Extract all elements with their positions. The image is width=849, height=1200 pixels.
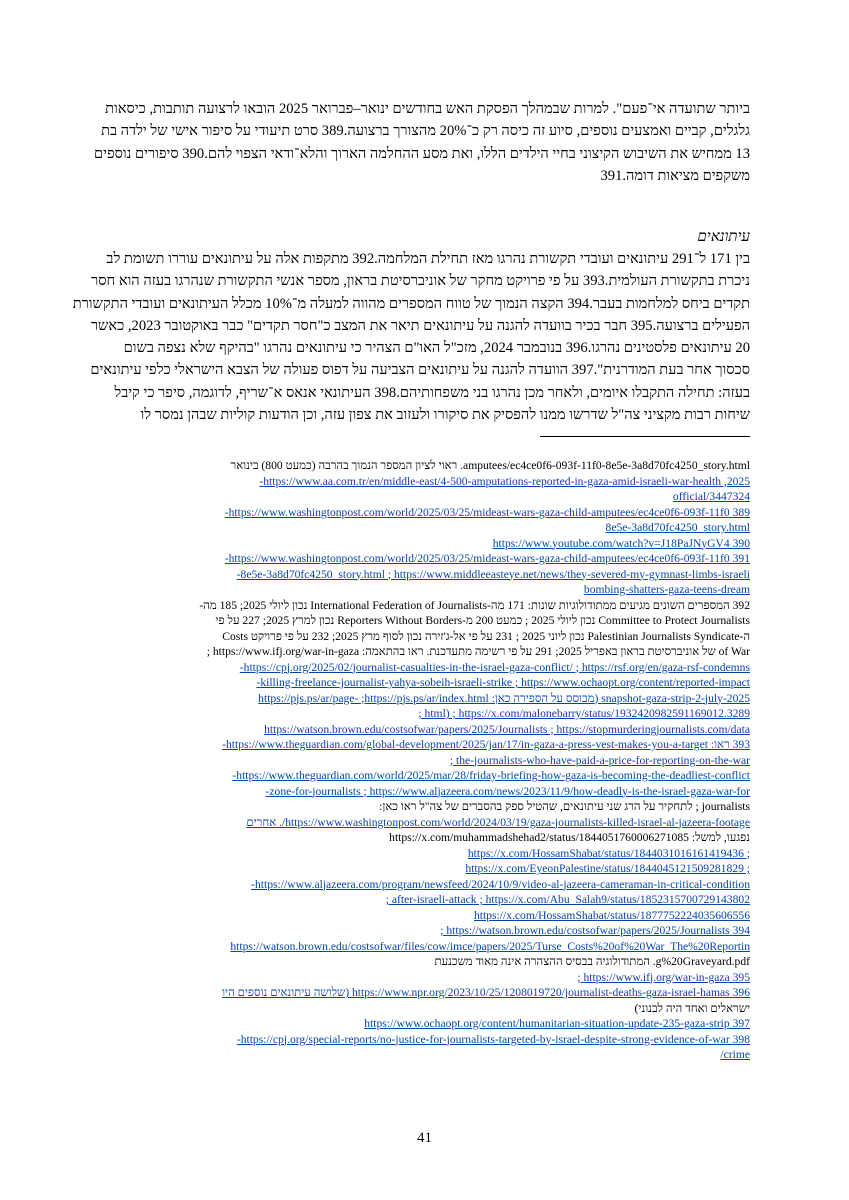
footnote-line: g%20Graveyard.pdf. המתודולוגיה בבסיס ההצהרה אינה מאוד משכנעת	[434, 955, 750, 968]
footnote-link[interactable]: 395 https://www.ifj.org/war-in-gaza ;	[577, 970, 750, 984]
footnote-line: נפגעו, למשל: https://x.com/muhammadshehad2/status/1844051760006271085	[389, 831, 750, 844]
section-heading: עיתונאים	[697, 229, 750, 245]
intro-paragraph	[94, 98, 750, 187]
body-line: 20 עיתונאים פלסטינים נהרגו.396 בנובמבר 2024, מזכ"ל האו"ם הצהיר כי עיתונאים נהרגו "בהיקף שלא נצפה בשום	[123, 340, 750, 357]
body-line: שיחות רבות מקציני צה"ל שדרשו ממנו להפסיק את סיקורו ולעזוב את צפון עזה, וכן הודעות קוליות שבהן נמסר לו	[140, 407, 750, 424]
body-line: ניכרת בתקשורת העולמית.393 על פי פרויקט מחקר של אוניברסיטת בראון, מספר אנשי התקשורת שנהרגו בעזה הוא חסר	[91, 273, 750, 290]
footnote-link[interactable]: https://cpj.org/2025/02/journalist-casualties-in-the-israel-gaza-conflict/ ; https://rsf.org/en/gaza-rsf-condemns-	[239, 660, 750, 674]
journalists-section	[72, 226, 750, 426]
footnote-link[interactable]: 397 https://www.ochaopt.org/content/humanitarian-situation-update-235-gaza-strip	[364, 1017, 750, 1030]
footnote-line: of War של אוניברסיטת בראון באפריל 2025; 291 על פי רשימה מתעדכנת. ראו בהתאמה: https://www.ifj.org/war-in-gaza ;	[206, 645, 750, 658]
body-line: סכסוך אחר בעת המודרנית".397 הוועדה להגנה על עיתונאים הצביעה על דפוס פעולה של הצבא הישראלי כלפי עיתונאים	[90, 362, 750, 379]
footnote-link[interactable]: 396 https://www.npr.org/2023/10/25/1208019720/journalist-deaths-gaza-israel-hamas (שלושה עיתונאים נוספים היו	[222, 986, 750, 999]
footnote-link[interactable]: the-journalists-who-have-paid-a-price-for-reporting-on-the-war ;	[449, 753, 750, 767]
footnote-link[interactable]: 3289.html) ; https://x.com/malonebarry/status/1932420982591169012 ;	[418, 707, 750, 720]
footnote-link[interactable]: https://www.washingtonpost.com/world/2024/03/19/gaza-journalists-killed-israel-al-jazeera-footage/. אחרים	[246, 815, 750, 829]
footnote-link[interactable]: 393 ראו: https://www.theguardian.com/global-development/2025/jan/17/in-gaza-a-press-vest-makes-you-a-target-	[222, 738, 750, 751]
footnote-link[interactable]: 2025, https://www.aa.com.tr/en/middle-east/4-500-amputations-reported-in-gaza-amid-israeli-war-health-	[259, 474, 750, 488]
footnote-line: amputees/ec4ce0f6-093f-11f0-8e5e-3a8d70fc4250_story.html. ראוי לציון המספר הנמוך בהרבה (כמעט 800) בינואר	[230, 459, 750, 472]
footnote-divider	[540, 436, 750, 437]
body-line: בעזה: תחילה התקבלו איומים, ולאחר מכן נהרגו בני משפחותיהם.398 העיתונאי אנאס א־שריף, לדוגמה, סיפר כי קיבל	[114, 384, 750, 401]
footnote-line: ישראלים ואחד היה לבנוני)	[634, 1001, 750, 1015]
footnote-link[interactable]: 8e5e-3a8d70fc4250_story.html ; https://www.middleeasteye.net/news/they-severed-my-gymnast-limbs-israeli-	[236, 567, 750, 581]
footnote-line: 392 המספרים השונים מגיעים ממתודולוגיות שונות: 171 מה-International Federation of Journalists נכון ליולי 2025; 185 מה-	[199, 598, 750, 612]
footnote-link[interactable]: after-israeli-attack ; https://x.com/Abu_Salah9/status/1852315700729143802 ;	[385, 893, 750, 906]
body-line: 13 ממחיש את השיבוש הקיצוני בחיי הילדים הללו, ואת מסע ההחלמה הארוך והלא־ודאי הצפוי להם.390 סיפורים נוספים	[94, 145, 750, 162]
footnote-link[interactable]: zone-for-journalists ; https://www.aljazeera.com/news/2023/11/9/how-deadly-is-the-israel-gaza-war-for-	[265, 784, 750, 798]
footnote-link[interactable]: 390 https://www.youtube.com/watch?v=J18PaJNyGV4	[492, 536, 750, 550]
footnote-link[interactable]: https://watson.brown.edu/costsofwar/papers/2025/Journalists ; https://stopmurderingjournalists.com/data	[264, 722, 750, 736]
page-number: 41	[417, 1130, 432, 1146]
footnote-link[interactable]: ; https://x.com/HossamShabat/status/1844031016161419436	[467, 846, 750, 860]
footnote-line: journalists ; לתחקיר על הרג שני עיתונאים, שהטיל ספק בהסברים של צה"ל ראו כאן:	[379, 800, 750, 813]
footnote-link[interactable]: snapshot-gaza-strip-2-july-2025 (מבוסס על הספירה כאן: https://pjs.ps/ar/page- ;https://pjs.ps/ar/index.html	[258, 691, 750, 705]
body-line: משקפים מציאות דומה.391	[600, 167, 750, 184]
footnote-link[interactable]: https://watson.brown.edu/costsofwar/files/cow/imce/papers/2025/Turse_Costs%20of%20War_The%20Reportin	[230, 939, 750, 953]
footnote-link[interactable]: ; https://x.com/EyeonPalestine/status/1844045121509281829	[465, 862, 750, 875]
footnote-link[interactable]: 8e5e-3a8d70fc4250_story.html	[605, 521, 750, 534]
footnote-line: Committee to Protect Journalists נכון ליולי 2025 ; כמעט 200 מ-Reporters Without Borders נכון למרץ 2025; 227 על פי	[215, 614, 750, 627]
footnote-link[interactable]: official/3447324	[672, 490, 750, 503]
body-line: בין 171 ל־291 עיתונאים ועובדי תקשורת נהרגו מאז תחילת המלחמה.392 מתקפות אלה על עיתונאים עוררו תשומת לב	[106, 251, 750, 267]
body-line: תקדים ביחס למלחמות בעבר.394 הקצה הנמוך של טווח המספרים מהווה למעלה מ־10% מכלל העיתונאים ועובדי התקשורת	[72, 295, 750, 312]
footnote-link[interactable]: killing-freelance-journalist-yahya-sobeih-israeli-strike ; https://www.ochaopt.org/content/reported-impact-	[256, 676, 750, 689]
footnote-link[interactable]: https://x.com/HossamShabat/status/1877752224035606556	[474, 908, 750, 922]
body-line: הפעילים ברצועה.395 חבר בכיר בוועדה להגנה על עיתונאים תיאר את המצב כ"חסר תקדים" כבר באוקטובר 2023, כאשר	[90, 317, 750, 334]
footnote-link[interactable]: 398 https://cpj.org/special-reports/no-justice-for-journalists-targeted-by-israel-despite-strong-evidence-of-war-	[236, 1032, 750, 1046]
footnote-link[interactable]: https://www.theguardian.com/world/2025/mar/28/friday-briefing-how-gaza-is-becoming-the-deadliest-conflict-	[232, 769, 750, 782]
footnote-line: ה-Palestinian Journalists Syndicate נכון ליוני 2025 ; 231 על פי אל-ג'זירה נכון לסוף מרץ 2025; 232 על פי פרויקט Costs	[222, 629, 750, 643]
footnote-link[interactable]: 389 https://www.washingtonpost.com/world/2025/03/25/mideast-wars-gaza-child-amputees/ec4ce0f6-093f-11f0-	[224, 505, 750, 519]
footnotes	[100, 458, 750, 1063]
footnote-link[interactable]: https://www.aljazeera.com/program/newsfeed/2024/10/9/video-al-jazeera-cameraman-in-critical-condition-	[251, 877, 750, 891]
footnote-link[interactable]: 391 https://www.washingtonpost.com/world/2025/03/25/mideast-wars-gaza-child-amputees/ec4ce0f6-093f-11f0-	[224, 552, 750, 565]
footnote-link[interactable]: bombing-shatters-gaza-teens-dream	[583, 583, 750, 596]
footnote-link[interactable]: 394 https://watson.brown.edu/costsofwar/papers/2025/Journalists ;	[440, 924, 750, 937]
body-line: ביותר שתועדה אי־פעם". למרות שבמהלך הפסקת האש בחודשים ינואר–פברואר 2025 הובאו לרצועה תותבות, כיסאות	[105, 101, 750, 117]
footnote-link[interactable]: crime/	[720, 1048, 750, 1061]
body-line: גלגלים, קביים ואמצעים נוספים, סיוע זה כיסה רק כ־20% מהצורך ברצועה.389 סרט תיעודי על סיפור אישי של ילדה בת	[101, 123, 750, 140]
